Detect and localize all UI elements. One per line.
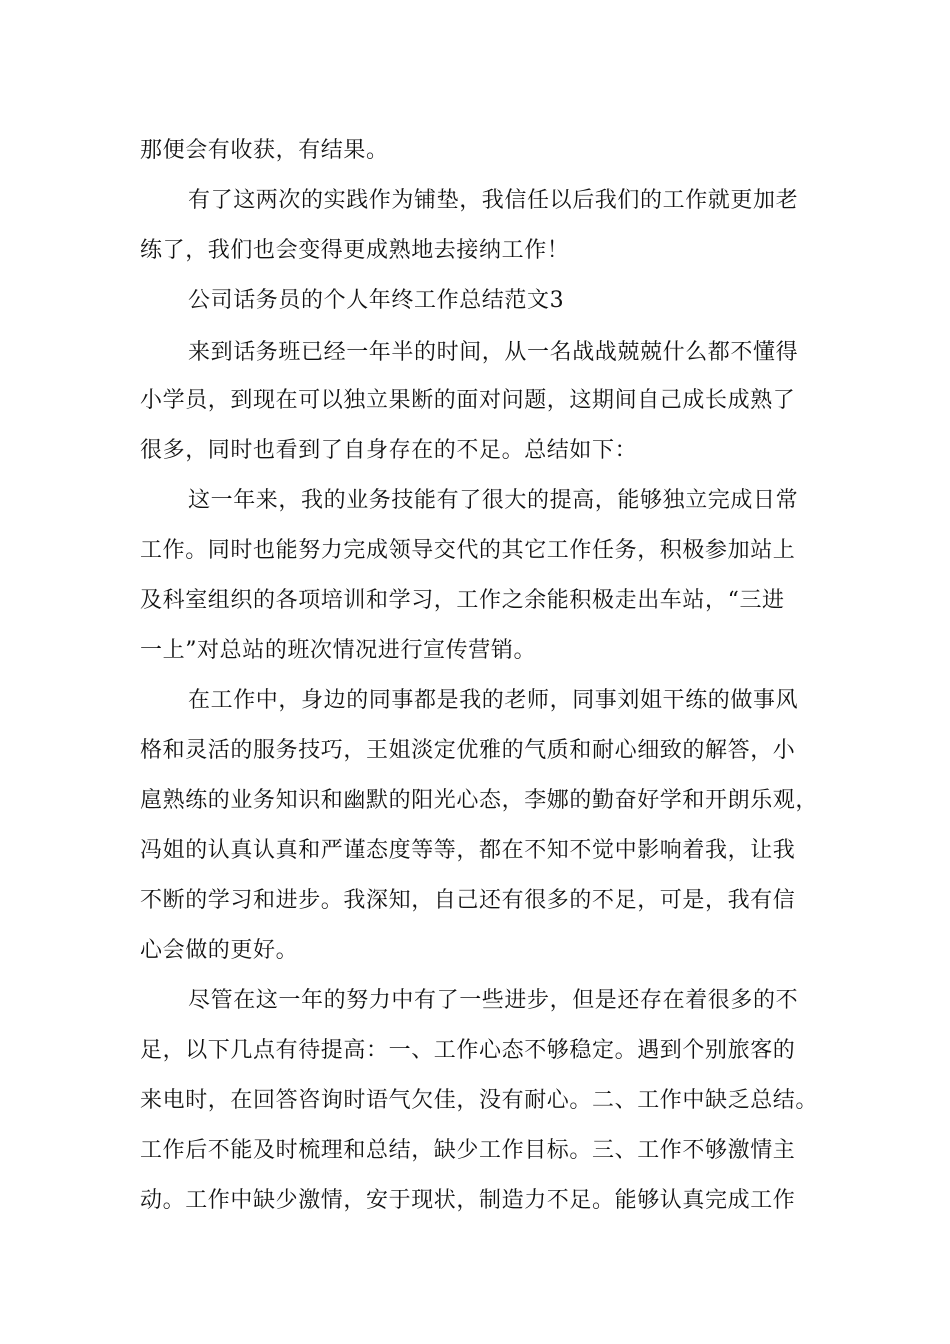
text-line: 足，以下几点有待提高：一、工作心态不够稳定。遇到个别旅客的 — [140, 1038, 796, 1063]
text-line: 练了，我们也会变得更成熟地去接纳工作！ — [140, 238, 570, 263]
text-line: 小学员，到现在可以独立果断的面对问题，这期间自己成长成熟了 — [140, 388, 796, 413]
paragraph-start-line: 有了这两次的实践作为铺垫，我信任以后我们的工作就更加老 — [188, 188, 799, 213]
text-line: 动。工作中缺少激情，安于现状，制造力不足。能够认真完成工作 — [140, 1188, 796, 1213]
text-line: 工作。同时也能努力完成领导交代的其它工作任务，积极参加站上 — [140, 538, 796, 563]
text-line: 格和灵活的服务技巧，王姐淡定优雅的气质和耐心细致的解答，小 — [140, 738, 796, 763]
paragraph-start-line: 这一年来，我的业务技能有了很大的提高，能够独立完成日常 — [188, 488, 799, 513]
text-line: 那便会有收获，有结果。 — [140, 138, 389, 163]
text-line: 一上”对总站的班次情况进行宣传营销。 — [140, 638, 537, 663]
text-line: 冯姐的认真认真和严谨态度等等，都在不知不觉中影响着我，让我 — [140, 838, 796, 863]
paragraph-start-line: 来到话务班已经一年半的时间，从一名战战兢兢什么都不懂得 — [188, 340, 799, 365]
text-line: 心会做的更好。 — [140, 938, 299, 963]
paragraph-start-line: 在工作中，身边的同事都是我的老师，同事刘姐干练的做事风 — [188, 688, 799, 713]
text-line: 来电时，在回答咨询时语气欠佳，没有耐心。二、工作中缺乏总结。 — [140, 1088, 819, 1113]
paragraph-start-line: 尽管在这一年的努力中有了一些进步，但是还存在着很多的不 — [188, 988, 799, 1013]
section-heading: 公司话务员的个人年终工作总结范文3 — [188, 288, 565, 313]
text-line: 不断的学习和进步。我深知，自己还有很多的不足，可是，我有信 — [140, 888, 796, 913]
text-line: 工作后不能及时梳理和总结，缺少工作目标。三、工作不够激情主 — [140, 1138, 796, 1163]
text-line: 很多，同时也看到了自身存在的不足。总结如下： — [140, 438, 638, 463]
text-line: 及科室组织的各项培训和学习，工作之余能积极走出车站，“三进 — [140, 588, 785, 613]
text-line: 扈熟练的业务知识和幽默的阳光心态，李娜的勤奋好学和开朗乐观， — [140, 788, 819, 813]
